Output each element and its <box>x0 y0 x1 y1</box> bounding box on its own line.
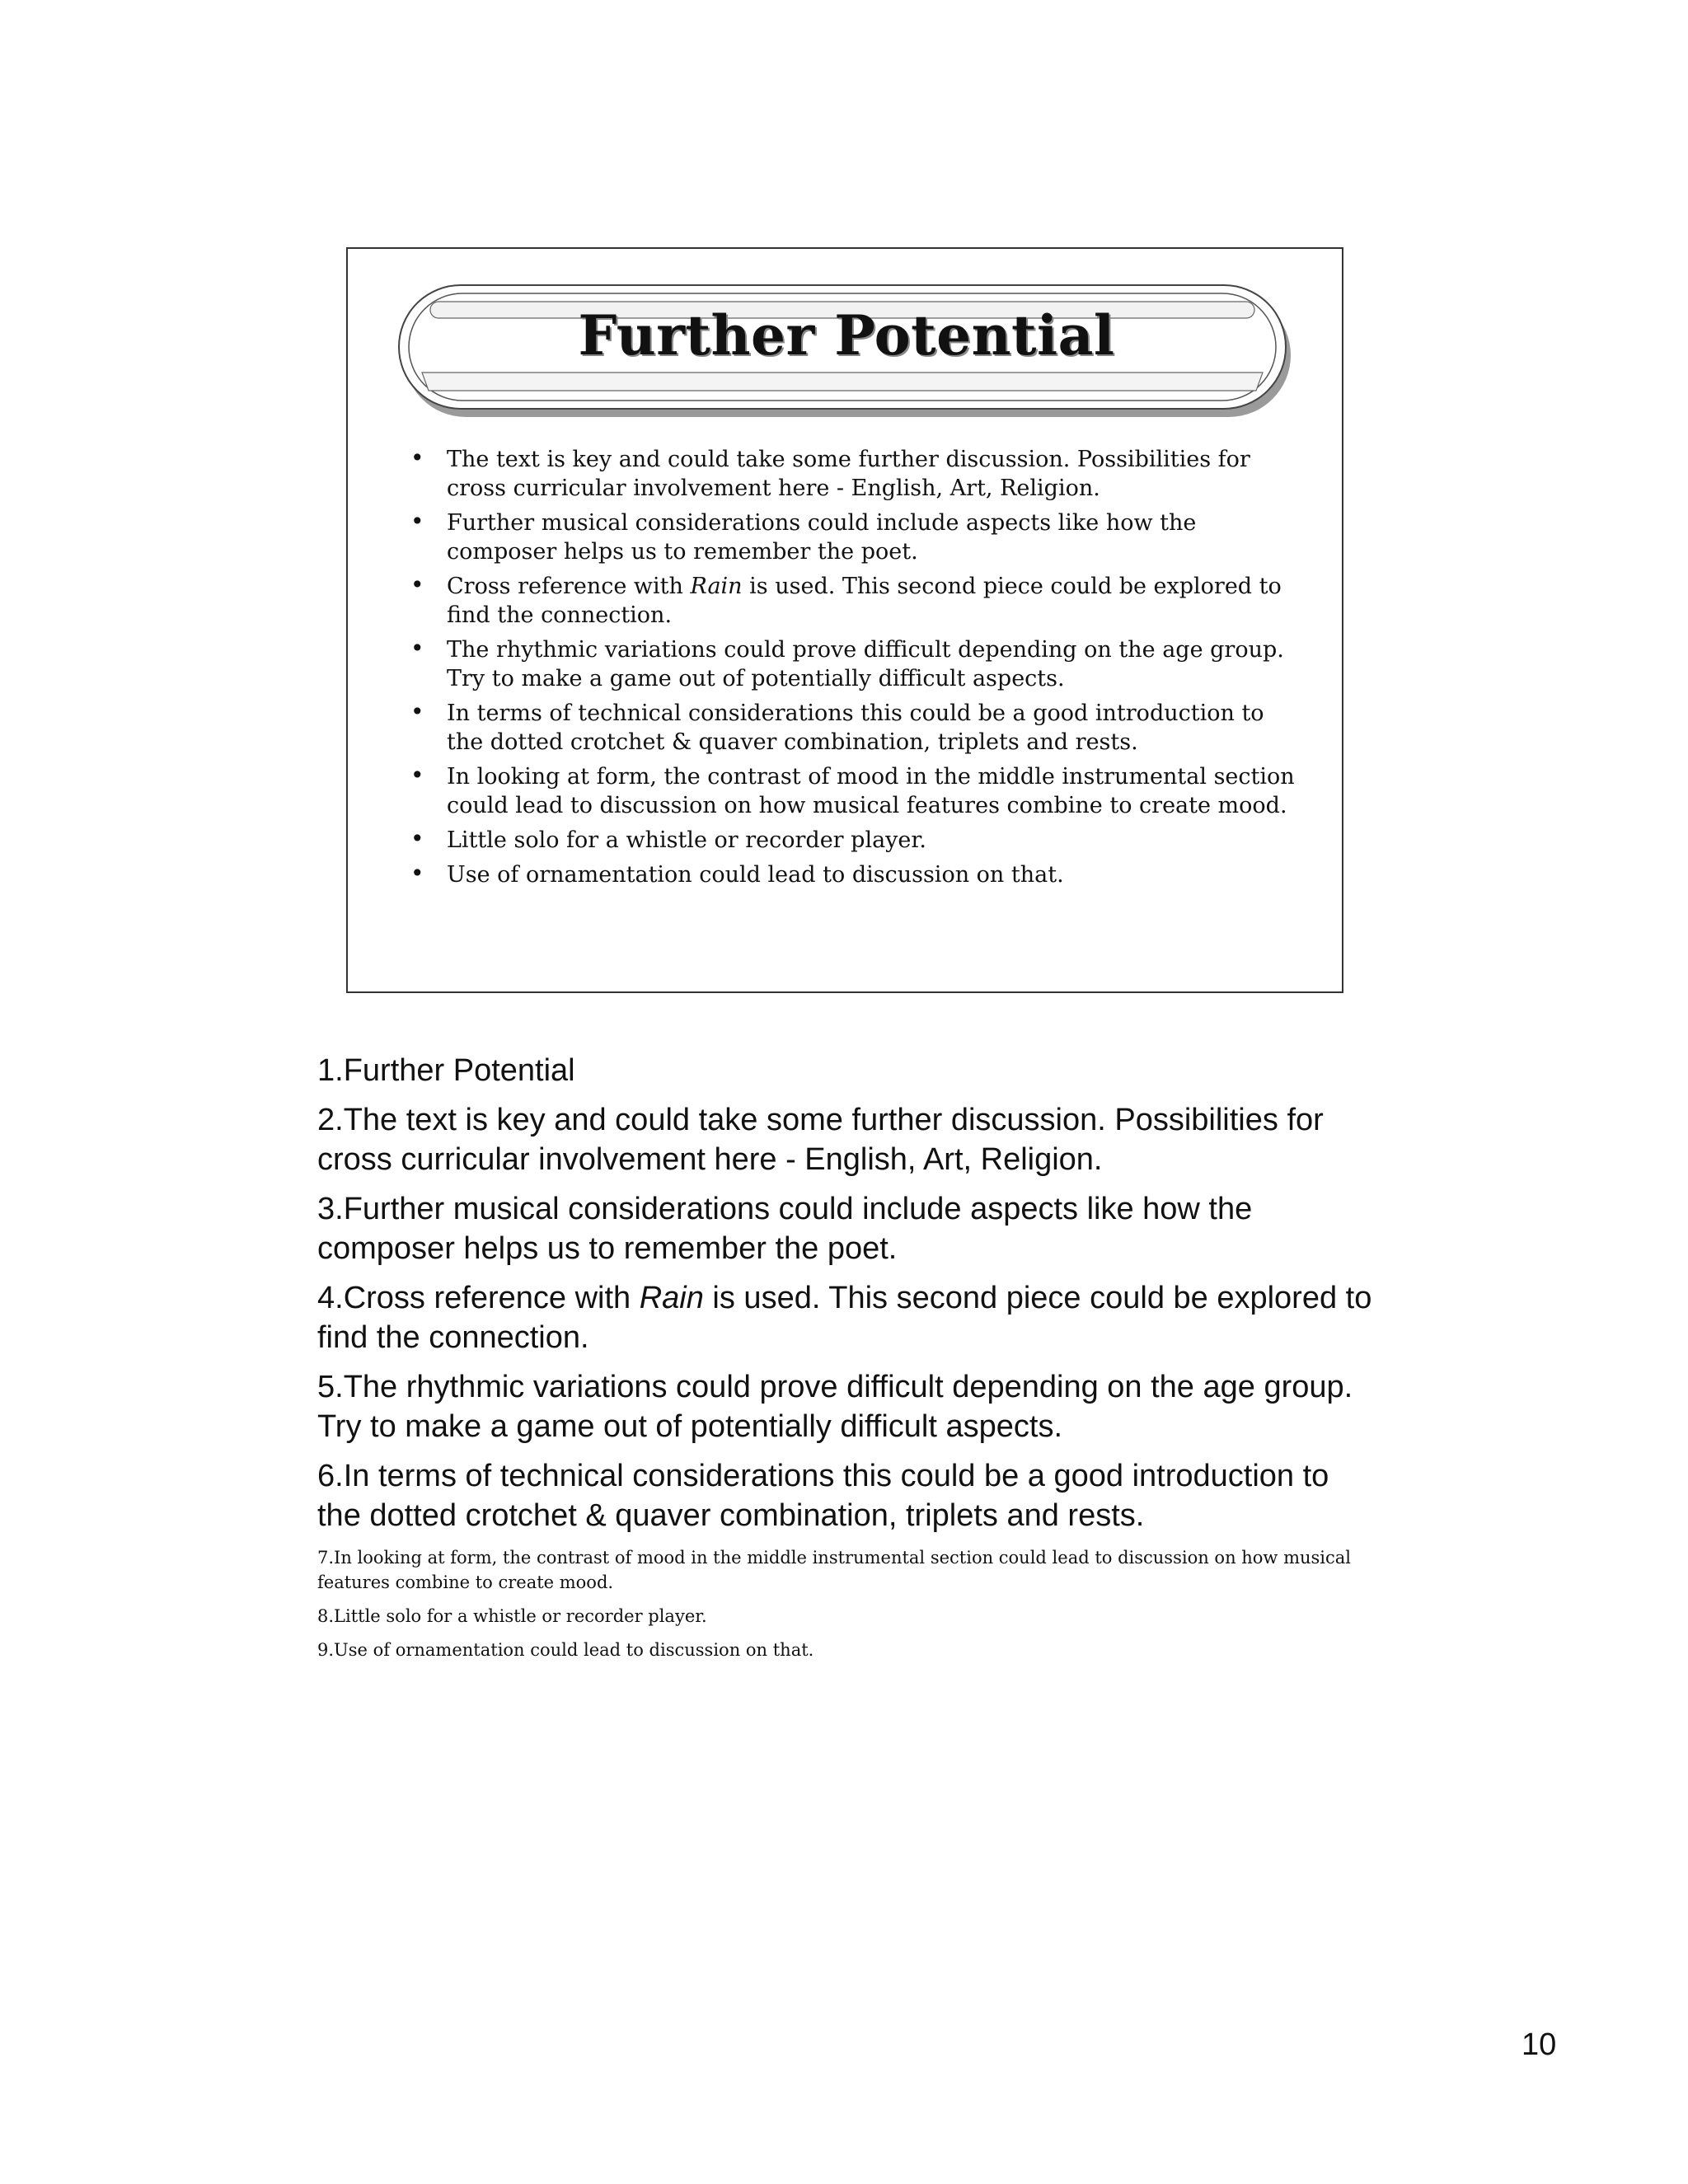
bullet-icon: • <box>410 762 424 789</box>
slide-bullet-list <box>406 445 1304 895</box>
note-item: 8.Little solo for a whistle or recorder player. <box>317 1606 707 1626</box>
slide-bullet <box>406 860 1304 889</box>
slide-bullet <box>406 826 1304 855</box>
speaker-notes <box>317 1051 1381 1671</box>
slide-bullet-italic: Rain <box>690 574 743 599</box>
note-item: 2.The text is key and could take some further discussion. Possibilities for cross curricular involvement here - English, Art, Religion. <box>317 1103 1324 1177</box>
slide-bullet <box>406 762 1304 820</box>
slide-bullet-text: The text is key and could take some further discussion. Possibilities for cross curricular involvement here - English, Art, Religion. <box>447 447 1250 501</box>
note-item: 1.Further Potential <box>317 1053 575 1088</box>
bullet-icon: • <box>410 635 424 662</box>
slide-bullet-text: Use of ornamentation could lead to discussion on that. <box>447 862 1064 888</box>
slide-bullet-text: Little solo for a whistle or recorder player. <box>447 827 926 853</box>
slide-thumbnail <box>346 247 1343 993</box>
slide-bullet <box>406 699 1304 757</box>
note-text: 4.Cross reference with <box>317 1281 640 1315</box>
slide-bullet-text: The rhythmic variations could prove difficult depending on the age group. Try to make a game out of potentially difficult aspects. <box>447 637 1284 691</box>
slide-bullet <box>406 445 1304 503</box>
bullet-icon: • <box>410 444 424 471</box>
page-number: 10 <box>1522 2027 1557 2062</box>
note-item: 7.In looking at form, the contrast of mood in the middle instrumental section could lead to discussion on how musical features combine to create mood. <box>317 1548 1352 1592</box>
bullet-icon: • <box>410 860 424 887</box>
slide-bullet-text: Cross reference with <box>447 574 691 599</box>
note-italic: Rain <box>639 1281 704 1315</box>
note-item: 6.In terms of technical considerations this could be a good introduction to the dotted crotchet & quaver combination, triplets and rests. <box>317 1459 1329 1533</box>
slide-bullet <box>406 635 1304 693</box>
slide-title: Further Potential <box>578 303 1115 368</box>
bullet-icon: • <box>410 825 424 852</box>
bullet-icon: • <box>410 571 424 598</box>
note-text: is used. This second piece could be explored to find the connection. <box>317 1281 1372 1355</box>
slide-bullet-text: Further musical considerations could include aspects like how the composer helps us to remember the poet. <box>447 510 1197 565</box>
note-item: 3.Further musical considerations could include aspects like how the composer helps us to remember the poet. <box>317 1192 1253 1266</box>
slide-bullet <box>406 509 1304 566</box>
bullet-icon: • <box>410 508 424 535</box>
note-item <box>317 1278 1381 1357</box>
slide-bullet <box>406 572 1304 630</box>
note-item: 9.Use of ornamentation could lead to discussion on that. <box>317 1640 814 1660</box>
slide-bullet-text: In looking at form, the contrast of mood in the middle instrumental section could lead to discussion on how musical features combine to create mood. <box>447 764 1295 818</box>
slide-bullet-text: is used. This second piece could be explored to find the connection. <box>447 574 1282 628</box>
note-item: 5.The rhythmic variations could prove difficult depending on the age group. Try to make a game out of potentially difficult aspects. <box>317 1370 1353 1444</box>
bullet-icon: • <box>410 698 424 725</box>
slide-bullet-text: In terms of technical considerations this could be a good introduction to the dotted crotchet & quaver combination, triplets and rests. <box>447 701 1264 755</box>
title-banner <box>397 282 1296 426</box>
